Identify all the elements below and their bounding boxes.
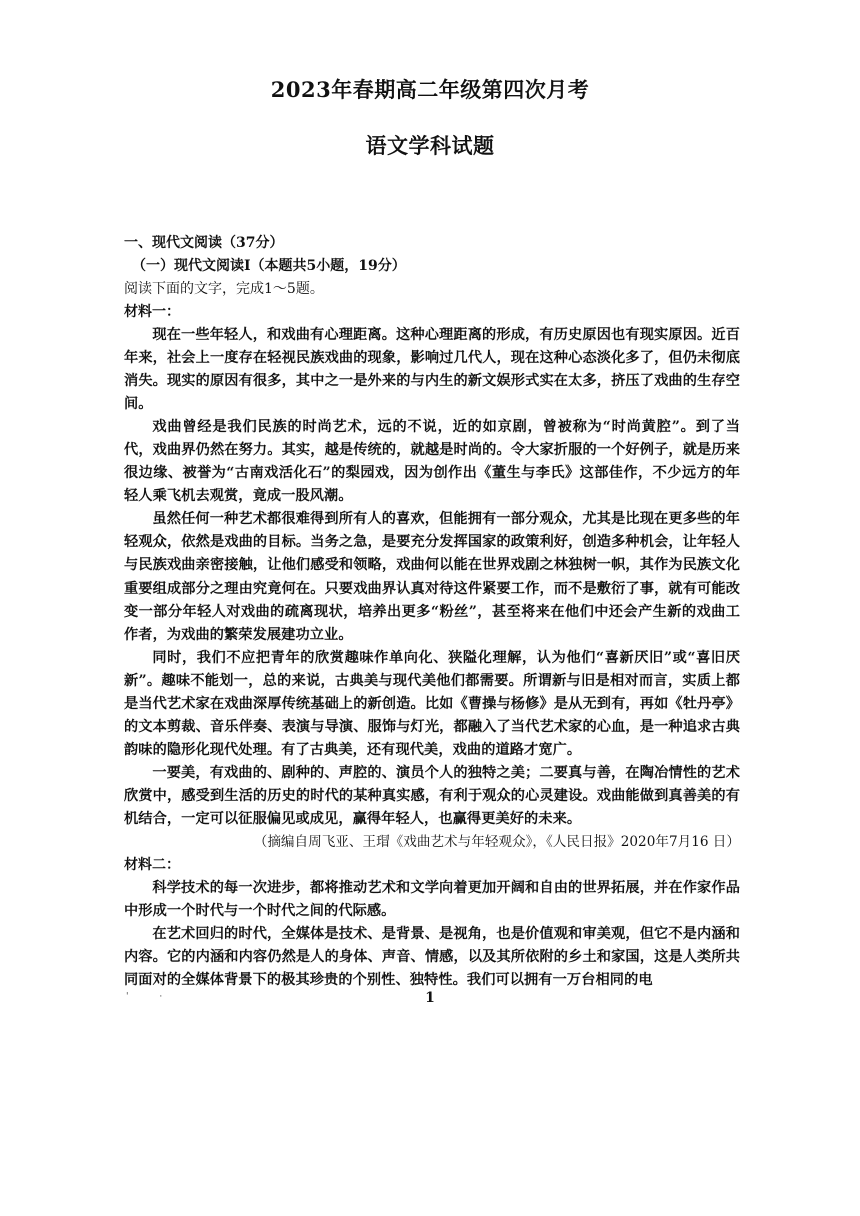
- material-1-source: （摘编自周飞亚、王瑁《戏曲艺术与年轻观众》，《人民日报》2020年7月16 日）: [253, 834, 740, 851]
- material-1-paragraph: 一要美，有戏曲的、剧种的、声腔的、演员个人的独特之美；二要真与善，在陶冶情性的艺术欣赏中，感受到生活的历史的时代的某种真实感，有利于观众的心灵建设。戏曲能做到真善美的有机结合，一定可以征服偏见或成见，赢得年轻人，也赢得更美好的未来。: [124, 764, 740, 827]
- scan-marks: ' ·: [126, 992, 177, 1002]
- reading-instruction: 阅读下面的文字，完成1～5题。: [124, 281, 324, 297]
- material-2-label: 材料二：: [124, 857, 180, 874]
- material-1-paragraph: 同时，我们不应把青年的欣赏趣味作单向化、狭隘化理解，认为他们“喜新厌旧”或“喜旧厌新”。趣味不能划一，总的来说，古典美与现代美他们都需要。所谓新与旧是相对而言，实质上都是当代艺术家在戏曲深厚传统基础上的新创造。比如《曹操与杨修》是从无到有，再如《牡丹亭》的文本剪裁、音乐伴奏、表演与导演、服饰与灯光，都融入了当代艺术家的心血，是一种追求古典韵味的隐形化现代处理。有了古典美，还有现代美，戏曲的道路才宽广。: [124, 649, 740, 758]
- material-1-paragraph: 现在一些年轻人，和戏曲有心理距离。这种心理距离的形成，有历史原因也有现实原因。近百年来，社会上一度存在轻视民族戏曲的现象，影响过几代人，现在这种心态淡化多了，但仍未彻底消失。现实的原因有很多，其中之一是外来的与内生的新文娱形式实在太多，挤压了戏曲的生存空间。: [124, 327, 740, 413]
- material-1-label: 材料一：: [124, 304, 180, 320]
- section-heading: 一、现代文阅读（37分）: [124, 235, 284, 251]
- exam-subtitle: 语文学科试题: [365, 133, 495, 158]
- exam-title: 2023年春期高二年级第四次月考: [270, 77, 590, 102]
- material-2-paragraph: 在艺术回归的时代，全媒体是技术、是背景、是视角，也是价值观和审美观，但它不是内涵和内容。它的内涵和内容仍然是人的身体、声音、情感，以及其所依附的乡土和家国，这是人类所共同面对的全媒体背景下的极其珍贵的个别性、独特性。我们可以拥有一万台相同的电: [124, 926, 740, 989]
- material-1-paragraph: 虽然任何一种艺术都很难得到所有人的喜欢，但能拥有一部分观众，尤其是比现在更多些的年轻观众，依然是戏曲的目标。当务之急，是要充分发挥国家的政策利好，创造多种机会，让年轻人与民族戏曲亲密接触，让他们感受和领略，戏曲何以能在世界戏剧之林独树一帜，其作为民族文化重要组成部分之理由究竟何在。只要戏曲界认真对待这件紧要工作，而不是敷衍了事，就有可能改变一部分年轻人对戏曲的疏离现状，培养出更多“粉丝”，甚至将来在他们中还会产生新的戏曲工作者，为戏曲的繁荣发展建功立业。: [124, 511, 740, 643]
- page-number: 1: [425, 990, 435, 1006]
- subsection-heading: （一）现代文阅读I（本题共5小题，19分）: [132, 258, 406, 274]
- material-1-paragraph: 戏曲曾经是我们民族的时尚艺术，远的不说，近的如京剧，曾被称为“时尚黄腔”。到了当代，戏曲界仍然在努力。其实，越是传统的，就越是时尚的。令大家折服的一个好例子，就是历来很边缘、被誉为“古南戏活化石”的梨园戏，因为创作出《董生与李氏》这部佳作，不少远方的年轻人乘飞机去观赏，竟成一股风潮。: [124, 419, 740, 505]
- material-2-paragraph: 科学技术的每一次进步，都将推动艺术和文学向着更加开阔和自由的世界拓展，并在作家作品中形成一个时代与一个时代之间的代际感。: [124, 880, 740, 920]
- exam-content: [124, 232, 740, 992]
